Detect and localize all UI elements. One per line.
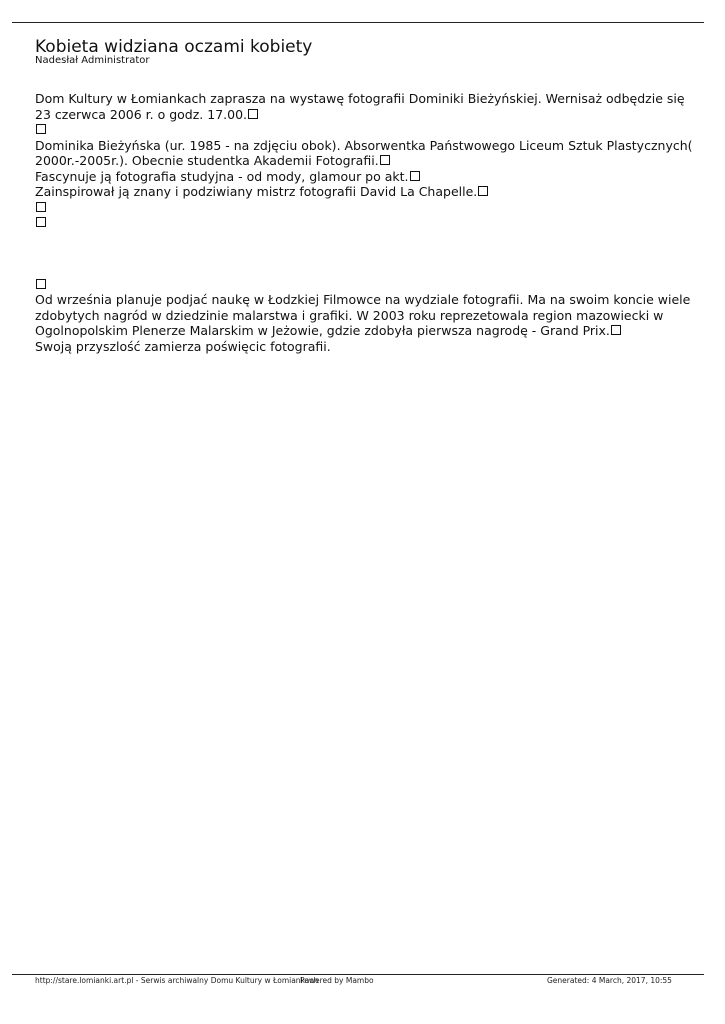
body-line: zdobytych nagród w dziedzinie malarstwa i grafiki. W 2003 roku reprezetowala region mazowiecki w [35,307,664,323]
footer-rule [12,974,704,975]
footer-generated: Generated: 4 March, 2017, 10:55 [547,976,672,985]
missing-glyph-icon [248,109,258,119]
missing-glyph-icon [36,124,46,134]
image-placeholder-gap [35,231,695,277]
missing-glyph-icon [36,202,46,212]
body-line: Fascynuje ją fotografia studyjna - od mody, glamour po akt. [35,169,695,185]
missing-glyph-icon [478,186,488,196]
missing-glyph-icon [36,217,46,227]
body-line [35,200,695,216]
missing-glyph-icon [611,325,621,335]
body-line: Od września planuje podjać naukę w Łodzkiej Filmowce na wydziale fotografii. Ma na swoim koncie wiele [35,292,691,307]
body-line: Dominika Bieżyńska (ur. 1985 - na zdjęciu obok). Absorwentka Państwowego Liceum Sztuk Plastycznych( [35,137,693,153]
footer-source: http://stare.lomianki.art.pl - Serwis archiwalny Domu Kultury w Łomiankach [35,976,319,985]
body-line: Zainspirował ją znany i podziwiany mistrz fotografii David La Chapelle. [35,184,695,200]
article-body [35,91,695,354]
footer-powered-by: Powered by Mambo [300,976,374,985]
missing-glyph-icon [380,155,390,165]
missing-glyph-icon [36,279,46,289]
body-line [35,277,695,293]
article-title: Kobieta widziana oczami kobiety [35,37,313,57]
body-line: 23 czerwca 2006 r. o godz. 17.00. [35,107,695,123]
body-line [35,215,695,231]
body-line [35,122,695,138]
body-line: Swoją przyszlość zamierza poświęcic fotografii. [35,338,331,354]
article-byline: Nadesłał Administrator [35,55,150,66]
body-line: 2000r.-2005r.). Obecnie studentka Akademii Fotografii. [35,153,695,169]
body-line: Ogolnopolskim Plenerze Malarskim w Jeżowie, gdzie zdobyła pierwsza nagrodę - Grand Prix. [35,323,695,339]
body-line: Dom Kultury w Łomiankach zaprasza na wystawę fotografii Dominiki Bieżyńskiej. Wernisaż odbędzie się [35,91,685,106]
missing-glyph-icon [410,171,420,181]
header-rule [12,22,704,23]
